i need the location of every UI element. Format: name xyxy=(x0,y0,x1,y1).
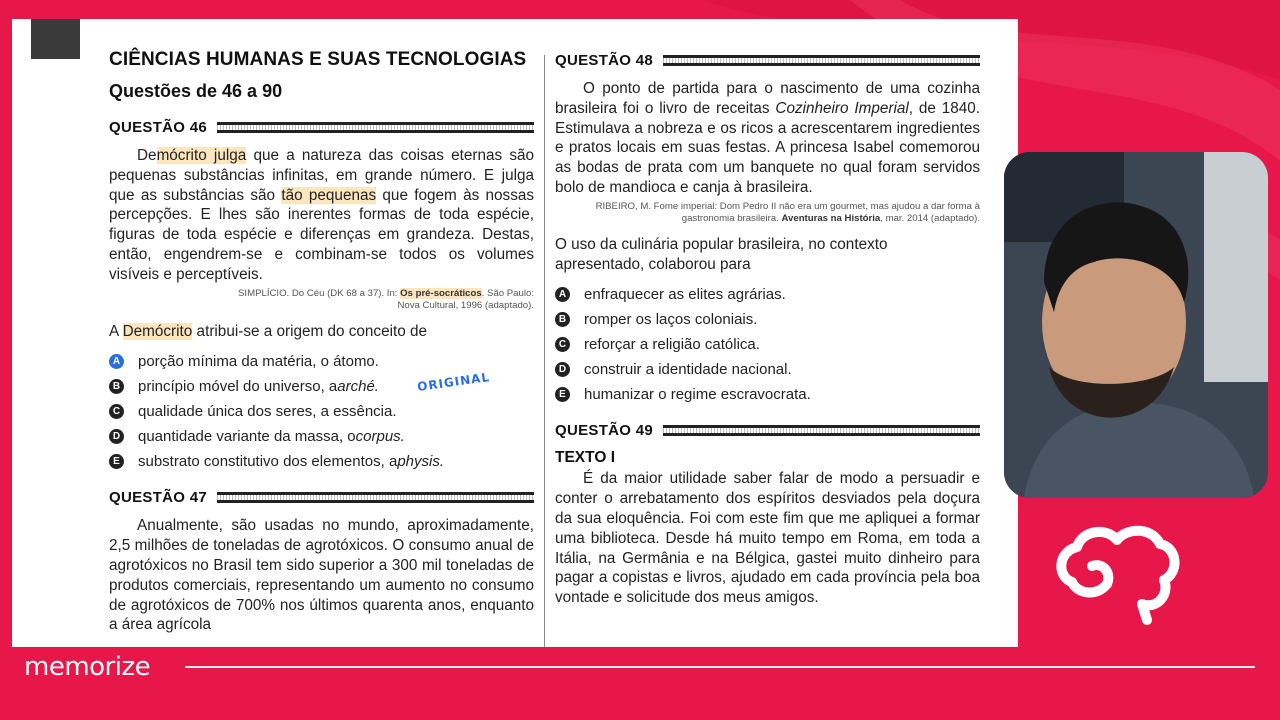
option-a[interactable] xyxy=(555,282,980,307)
option-b[interactable]: B princípio móvel do universo, a arché. xyxy=(109,374,534,399)
option-text: reforçar a religião católica. xyxy=(584,336,760,354)
option-c[interactable] xyxy=(555,332,980,357)
question-46-text: Demócrito julga que a natureza das coisas eternas são pequenas substâncias infinitas, em grande número. E julga que as substâncias são tão pequenas que fogem às nossas percepções. E lhes são inerentes formas de toda espécie, figuras de toda espécie e diferenças em grandeza. Destas, então, engendrem-se e combinam-se todos os volumes visíveis e perceptíveis. xyxy=(109,147,535,283)
question-48-options xyxy=(555,282,980,407)
option-text: porção mínima da matéria, o átomo. xyxy=(138,353,379,371)
option-c[interactable] xyxy=(109,399,534,424)
question-49-text: É da maior utilidade saber falar de modo a persuadir e conter o arrebatamento dos espíritos desviados pela doçura da sua eloquência. Foi com este fim que me apliquei a formar uma biblioteca. Desde há muito tempo em Roma, em toda a Itália, na Germânia e na Bélgica, gastei muito dinheiro para pagar a copistas e livros, ajudado em cada província pela boa vontade e solicitude dos meus amigos. xyxy=(555,470,980,607)
area-title: CIÊNCIAS HUMANAS E SUAS TECNOLOGIAS xyxy=(109,49,527,70)
question-48-header xyxy=(555,51,980,69)
option-text: substrato constitutivo dos elementos, a xyxy=(138,453,398,471)
option-letter-e: E xyxy=(555,387,570,402)
option-text: enfraquecer as elites agrárias. xyxy=(584,286,786,304)
option-d[interactable]: D quantidade variante da massa, o corpus. xyxy=(109,424,534,449)
brand-logo-text: memorize xyxy=(24,652,151,682)
option-e[interactable]: E substrato constitutivo dos elementos, a physis. xyxy=(109,449,534,474)
question-header-bar xyxy=(663,425,980,436)
left-column xyxy=(109,49,534,635)
highlight-mark: tão pequenas xyxy=(281,186,377,204)
question-48-label: QUESTÃO 48 xyxy=(555,51,654,69)
option-letter-c: C xyxy=(109,404,124,419)
option-letter-d: D xyxy=(109,429,124,444)
option-letter-c: C xyxy=(555,337,570,352)
option-text: princípio móvel do universo, a xyxy=(138,378,338,396)
option-d[interactable] xyxy=(555,357,980,382)
page-corner-marker xyxy=(31,19,80,59)
question-header-bar xyxy=(217,492,534,503)
column-divider xyxy=(544,55,545,647)
footer-bar xyxy=(0,648,1280,720)
question-47-label: QUESTÃO 47 xyxy=(109,488,208,506)
question-range: Questões de 46 a 90 xyxy=(109,81,283,101)
option-text: construir a identidade nacional. xyxy=(584,361,792,379)
exam-page xyxy=(12,19,1018,647)
option-letter-e: E xyxy=(109,454,124,469)
question-46-label: QUESTÃO 46 xyxy=(109,118,208,136)
texto-title: TEXTO I xyxy=(555,449,616,467)
option-letter-b: B xyxy=(555,312,570,327)
question-header-bar xyxy=(217,122,534,133)
option-b[interactable] xyxy=(555,307,980,332)
option-e[interactable] xyxy=(555,382,980,407)
brain-logo-icon xyxy=(1052,522,1182,627)
question-49-header xyxy=(555,421,980,439)
question-49-label: QUESTÃO 49 xyxy=(555,421,654,439)
question-header-bar xyxy=(663,55,980,66)
handwritten-annotation: ORIGINAL xyxy=(416,369,491,395)
highlight-mark: mócrito julga xyxy=(156,147,247,164)
question-48-source: RIBEIRO, M. Fome imperial: Dom Pedro II não era um gourmet, mas ajudou a dar forma à gastronomia brasileira. Aventuras na História, mar. 2014 (adaptado). xyxy=(595,200,980,224)
option-text: humanizar o regime escravocrata. xyxy=(584,386,811,404)
question-46-options xyxy=(109,349,534,474)
option-letter-b: B xyxy=(109,379,124,394)
option-text: quantidade variante da massa, o xyxy=(138,428,356,446)
option-letter-d: D xyxy=(555,362,570,377)
right-column xyxy=(555,51,980,608)
option-text: romper os laços coloniais. xyxy=(584,311,758,329)
footer-line xyxy=(185,666,1255,668)
highlight-mark: Demócrito xyxy=(122,322,193,340)
option-letter-a: A xyxy=(555,287,570,302)
question-47-header xyxy=(109,488,534,506)
option-letter-a: A xyxy=(109,354,124,369)
question-48-stem: O uso da culinária popular brasileira, no contexto apresentado, colaborou para xyxy=(555,235,888,273)
option-a[interactable] xyxy=(109,349,534,374)
question-47-text: Anualmente, são usadas no mundo, aproximadamente, 2,5 milhões de toneladas de agrotóxicos. O consumo anual de agrotóxicos no Brasil tem sido superior a 300 mil toneladas de produtos comerciais, representando um aumento no consumo de agrotóxicos de 700% nos últimos quarenta anos, enquanto a área agrícola xyxy=(109,517,534,634)
option-text: qualidade única dos seres, a essência. xyxy=(138,403,397,421)
question-48-text: O ponto de partida para o nascimento de uma cozinha brasileira foi o livro de receitas Cozinheiro Imperial, de 1840. Estimulava a nobreza e os ricos a acrescentarem ingredientes e pratos locais em suas festas. A princesa Isabel comemorou as bodas de prata com um banquete no qual foram servidos bolo de mandioca e canja à brasileira. xyxy=(555,80,980,196)
question-46-header xyxy=(109,118,534,136)
question-46-source: SIMPLÍCIO. Do Céu (DK 68 a 37). In: Os pré-socráticos. São Paulo: Nova Cultural, 1996 (adaptado). xyxy=(238,287,534,311)
presenter-webcam xyxy=(1004,152,1268,498)
presenter-video-frame xyxy=(1004,152,1268,498)
question-46-stem: A Demócrito atribui-se a origem do conceito de xyxy=(109,322,427,340)
